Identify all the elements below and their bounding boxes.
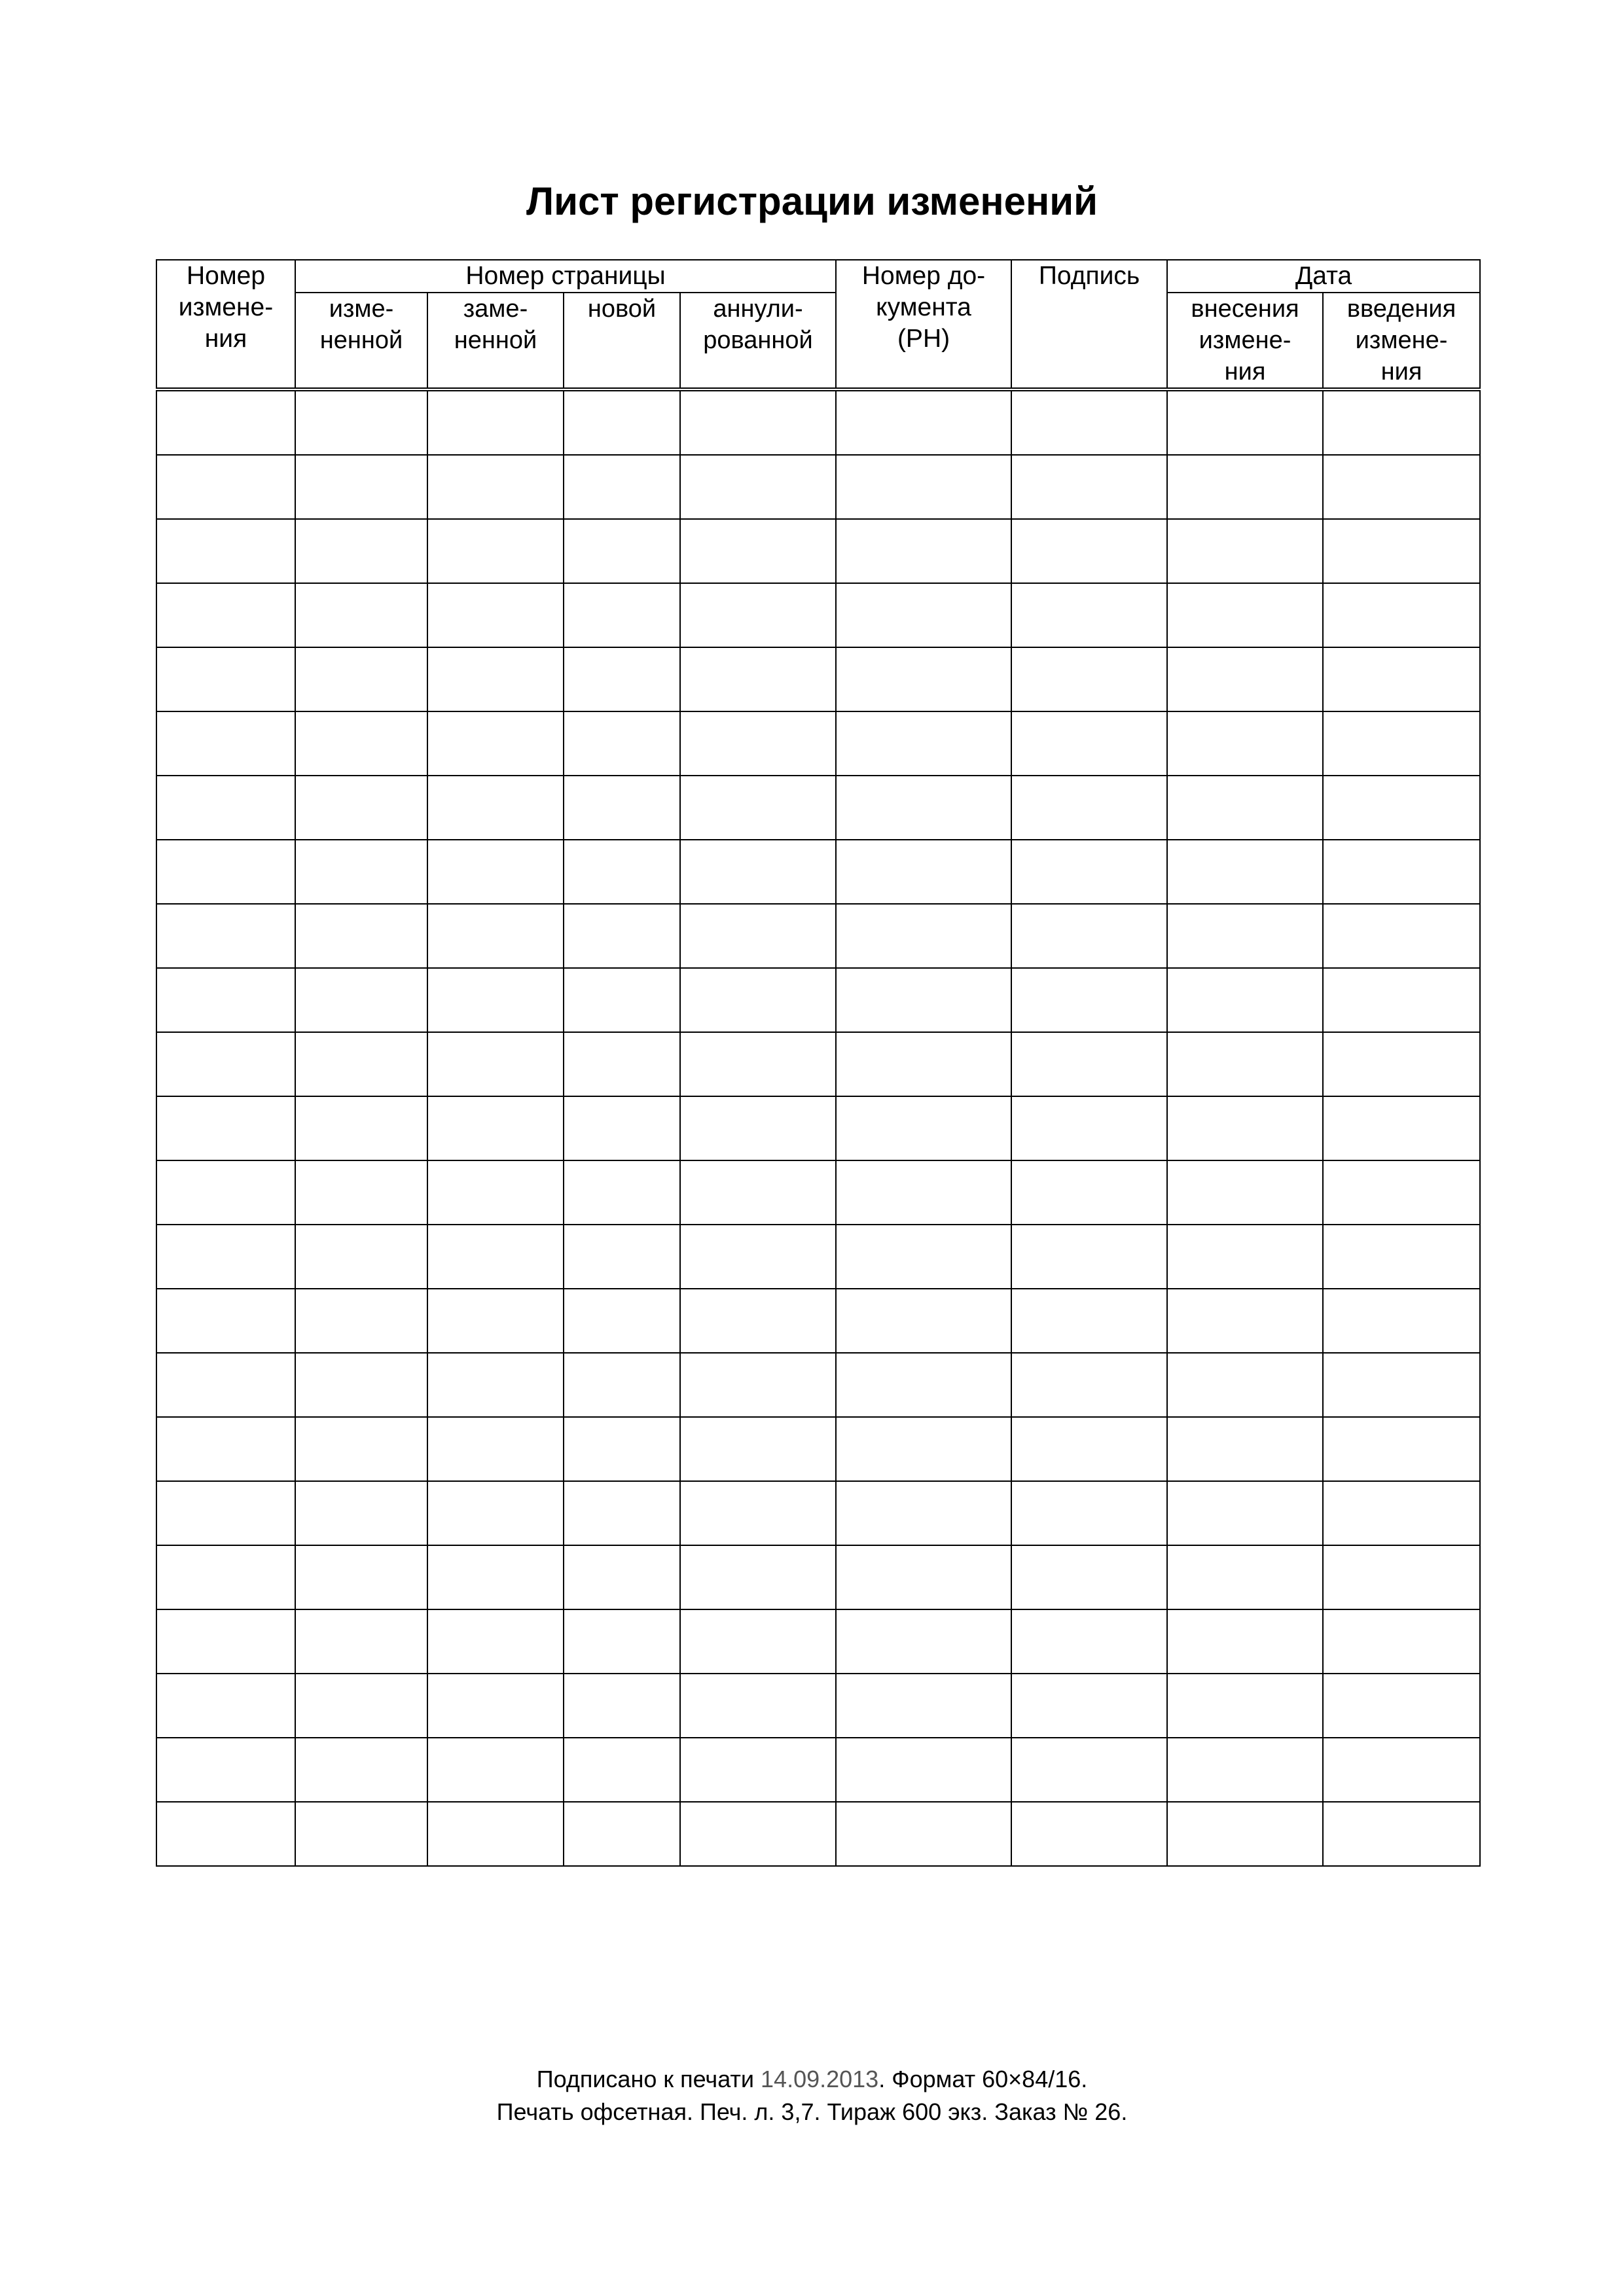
table-cell <box>427 1545 564 1609</box>
table-cell <box>1011 1545 1167 1609</box>
table-cell <box>1011 1609 1167 1674</box>
table-cell <box>836 583 1011 647</box>
header-date-group <box>1167 260 1480 293</box>
table-cell <box>564 1032 680 1096</box>
table-cell <box>295 1738 427 1802</box>
table-cell <box>564 1481 680 1545</box>
table-cell <box>680 840 836 904</box>
table-cell <box>1323 1353 1480 1417</box>
table-cell <box>156 1738 295 1802</box>
table-cell <box>1011 1225 1167 1289</box>
table-cell <box>427 1738 564 1802</box>
table-cell <box>156 519 295 583</box>
table-cell <box>680 1545 836 1609</box>
table-cell <box>295 840 427 904</box>
table-cell <box>427 1802 564 1866</box>
table-cell <box>564 1545 680 1609</box>
table-cell <box>295 1225 427 1289</box>
table-cell <box>427 904 564 968</box>
table-cell <box>295 1609 427 1674</box>
table-cell <box>156 1609 295 1674</box>
table-cell <box>836 1545 1011 1609</box>
table-cell <box>836 455 1011 519</box>
table-cell <box>836 1289 1011 1353</box>
table-cell <box>1167 1160 1323 1225</box>
table-row <box>156 1674 1480 1738</box>
table-cell <box>1167 1481 1323 1545</box>
table-cell <box>427 1417 564 1481</box>
table-cell <box>680 583 836 647</box>
table-cell <box>1011 840 1167 904</box>
imprint-date: 14.09.2013 <box>761 2066 879 2092</box>
table-cell <box>1167 583 1323 647</box>
table-cell <box>1167 1096 1323 1160</box>
header-date-introduced <box>1323 293 1480 389</box>
table-cell <box>427 1609 564 1674</box>
table-cell <box>295 1289 427 1353</box>
table-cell <box>156 1289 295 1353</box>
table-cell <box>427 711 564 776</box>
table-cell <box>1323 1545 1480 1609</box>
table-cell <box>564 1096 680 1160</box>
table-cell <box>1011 583 1167 647</box>
table-cell <box>1167 455 1323 519</box>
table-cell <box>295 1353 427 1417</box>
header-change-number-label: Номер измене- ния <box>178 262 274 353</box>
table-cell <box>156 389 295 455</box>
table-cell <box>680 389 836 455</box>
table-row <box>156 1032 1480 1096</box>
table-cell <box>1323 389 1480 455</box>
table-cell <box>1011 1289 1167 1353</box>
table-cell <box>680 455 836 519</box>
header-page-new-label: новой <box>587 295 657 323</box>
table-cell <box>1323 1225 1480 1289</box>
table-row <box>156 711 1480 776</box>
imprint-prefix: Подписано к печати <box>536 2066 761 2092</box>
table-cell <box>836 1802 1011 1866</box>
table-cell <box>1167 904 1323 968</box>
table-cell <box>564 968 680 1032</box>
imprint-footer <box>0 2063 1624 2128</box>
header-page-changed <box>295 293 427 389</box>
table-cell <box>1011 647 1167 711</box>
table-row <box>156 1545 1480 1609</box>
table-cell <box>1011 1160 1167 1225</box>
table-cell <box>1167 519 1323 583</box>
table-cell <box>836 1160 1011 1225</box>
table-cell <box>1011 1481 1167 1545</box>
table-cell <box>836 1032 1011 1096</box>
table-cell <box>564 711 680 776</box>
table-cell <box>564 647 680 711</box>
table-cell <box>427 647 564 711</box>
table-cell <box>1323 1289 1480 1353</box>
table-cell <box>1323 1802 1480 1866</box>
table-cell <box>156 1417 295 1481</box>
table-cell <box>1167 1032 1323 1096</box>
table-row <box>156 1096 1480 1160</box>
table-row <box>156 583 1480 647</box>
table-cell <box>1167 711 1323 776</box>
table-cell <box>680 1609 836 1674</box>
table-cell <box>1167 1674 1323 1738</box>
table-cell <box>295 711 427 776</box>
table-cell <box>1167 1289 1323 1353</box>
table-cell <box>1167 968 1323 1032</box>
change-registration-table <box>156 259 1481 1867</box>
table-cell <box>427 1353 564 1417</box>
table-cell <box>427 1160 564 1225</box>
table-cell <box>680 1353 836 1417</box>
table-cell <box>295 1096 427 1160</box>
table-cell <box>1011 968 1167 1032</box>
table-cell <box>427 840 564 904</box>
table-cell <box>1011 1353 1167 1417</box>
table-cell <box>680 776 836 840</box>
table-cell <box>295 776 427 840</box>
table-cell <box>1011 455 1167 519</box>
table-cell <box>156 1674 295 1738</box>
table-row <box>156 1802 1480 1866</box>
table-row <box>156 1225 1480 1289</box>
table-cell <box>1167 647 1323 711</box>
header-page-annulled <box>680 293 836 389</box>
table-cell <box>156 1545 295 1609</box>
table-cell <box>295 1032 427 1096</box>
table-row <box>156 904 1480 968</box>
table-cell <box>295 904 427 968</box>
table-cell <box>1167 1738 1323 1802</box>
table-cell <box>1011 711 1167 776</box>
table-cell <box>564 1353 680 1417</box>
table-cell <box>156 1096 295 1160</box>
table-cell <box>1323 711 1480 776</box>
table-cell <box>1323 1609 1480 1674</box>
table-cell <box>1323 840 1480 904</box>
table-cell <box>680 1738 836 1802</box>
table-cell <box>1323 1738 1480 1802</box>
table-cell <box>564 1802 680 1866</box>
table-cell <box>1167 1417 1323 1481</box>
table-cell <box>1011 1674 1167 1738</box>
header-page-annulled-label: аннули- рованной <box>703 295 813 354</box>
table-cell <box>295 1481 427 1545</box>
table-cell <box>836 1417 1011 1481</box>
table-cell <box>156 1481 295 1545</box>
table-cell <box>295 389 427 455</box>
table-cell <box>1011 1032 1167 1096</box>
table-cell <box>836 1096 1011 1160</box>
table-cell <box>295 968 427 1032</box>
table-cell <box>156 776 295 840</box>
table-cell <box>680 1096 836 1160</box>
table-cell <box>295 583 427 647</box>
table-cell <box>564 389 680 455</box>
table-cell <box>836 389 1011 455</box>
table-cell <box>680 968 836 1032</box>
table-cell <box>680 1289 836 1353</box>
table-cell <box>156 904 295 968</box>
table-row <box>156 1417 1480 1481</box>
header-date-entered <box>1167 293 1323 389</box>
header-page-replaced <box>427 293 564 389</box>
table-row <box>156 1481 1480 1545</box>
table-cell <box>295 1802 427 1866</box>
table-cell <box>427 776 564 840</box>
table-cell <box>564 776 680 840</box>
table-cell <box>1323 1481 1480 1545</box>
table-cell <box>564 1738 680 1802</box>
table-cell <box>564 840 680 904</box>
table-cell <box>427 389 564 455</box>
table-cell <box>836 1225 1011 1289</box>
header-page-replaced-label: заме- ненной <box>454 295 537 354</box>
table-cell <box>156 711 295 776</box>
table-cell <box>427 1674 564 1738</box>
table-cell <box>836 1353 1011 1417</box>
table-cell <box>427 1032 564 1096</box>
header-signature <box>1011 260 1167 389</box>
table-cell <box>1323 519 1480 583</box>
header-document-number <box>836 260 1011 389</box>
table-cell <box>295 1545 427 1609</box>
table-cell <box>156 583 295 647</box>
imprint-line-1 <box>0 2063 1624 2096</box>
table-cell <box>427 968 564 1032</box>
table-cell <box>1167 1609 1323 1674</box>
table-cell <box>1323 1096 1480 1160</box>
table-cell <box>680 647 836 711</box>
table-cell <box>1167 840 1323 904</box>
table-cell <box>564 1417 680 1481</box>
table-cell <box>680 1225 836 1289</box>
table-cell <box>1323 1417 1480 1481</box>
table-cell <box>1167 1802 1323 1866</box>
page-title: Лист регистрации изменений <box>526 179 1098 223</box>
table-cell <box>1323 1674 1480 1738</box>
table-cell <box>1323 1160 1480 1225</box>
table-cell <box>156 1225 295 1289</box>
table-cell <box>1167 776 1323 840</box>
header-change-number <box>156 260 295 389</box>
table-cell <box>1323 904 1480 968</box>
table-cell <box>680 1481 836 1545</box>
table-cell <box>156 1032 295 1096</box>
table-cell <box>836 968 1011 1032</box>
table-row <box>156 840 1480 904</box>
table-row <box>156 519 1480 583</box>
table-cell <box>1167 1353 1323 1417</box>
table-cell <box>1323 1032 1480 1096</box>
table-row <box>156 776 1480 840</box>
imprint-line-2: Печать офсетная. Печ. л. 3,7. Тираж 600 экз. Заказ № 26. <box>496 2098 1128 2125</box>
table-cell <box>1011 389 1167 455</box>
table-cell <box>1323 455 1480 519</box>
table-cell <box>680 519 836 583</box>
table-row <box>156 968 1480 1032</box>
table-cell <box>427 1225 564 1289</box>
table-cell <box>836 840 1011 904</box>
table-cell <box>564 519 680 583</box>
table-cell <box>1011 776 1167 840</box>
table-row <box>156 647 1480 711</box>
table-cell <box>836 711 1011 776</box>
table-cell <box>680 1417 836 1481</box>
table-cell <box>156 455 295 519</box>
table-cell <box>564 1160 680 1225</box>
imprint-format: . Формат 60×84/16. <box>878 2066 1088 2092</box>
header-page-number-label: Номер страницы <box>465 262 666 290</box>
header-page-new <box>564 293 680 389</box>
table-cell <box>295 1674 427 1738</box>
table-cell <box>156 1353 295 1417</box>
table-cell <box>564 904 680 968</box>
table-cell <box>680 1032 836 1096</box>
table-cell <box>1011 1738 1167 1802</box>
table-cell <box>156 647 295 711</box>
table-cell <box>156 1802 295 1866</box>
table-row <box>156 1160 1480 1225</box>
table-cell <box>1011 1096 1167 1160</box>
table-cell <box>564 583 680 647</box>
table-cell <box>1323 583 1480 647</box>
table-cell <box>836 776 1011 840</box>
table-cell <box>295 455 427 519</box>
table-cell <box>427 455 564 519</box>
table-cell <box>564 1225 680 1289</box>
table-cell <box>836 519 1011 583</box>
table-cell <box>156 840 295 904</box>
table-cell <box>836 647 1011 711</box>
table-cell <box>836 1674 1011 1738</box>
table-cell <box>295 1417 427 1481</box>
table-cell <box>427 519 564 583</box>
header-date-introduced-label: введения измене- ния <box>1346 295 1456 386</box>
table-cell <box>295 647 427 711</box>
table-row <box>156 1353 1480 1417</box>
table-cell <box>680 1160 836 1225</box>
table-cell <box>836 1609 1011 1674</box>
header-date-entered-label: внесения измене- ния <box>1191 295 1299 386</box>
table-cell <box>295 1160 427 1225</box>
table-cell <box>1323 776 1480 840</box>
table-cell <box>836 904 1011 968</box>
table-cell <box>564 1674 680 1738</box>
table-cell <box>427 1481 564 1545</box>
header-page-changed-label: изме- ненной <box>319 295 403 354</box>
table-cell <box>836 1481 1011 1545</box>
table-cell <box>1011 1417 1167 1481</box>
header-signature-label: Подпись <box>1038 262 1140 290</box>
table-row <box>156 1289 1480 1353</box>
table-cell <box>156 1160 295 1225</box>
table-row <box>156 455 1480 519</box>
header-document-number-label: Номер до- кумента (РН) <box>861 262 986 353</box>
table-row <box>156 1738 1480 1802</box>
table-cell <box>427 583 564 647</box>
table-cell <box>156 968 295 1032</box>
header-page-number-group <box>295 260 836 293</box>
table-cell <box>1323 968 1480 1032</box>
table-row <box>156 389 1480 455</box>
table-cell <box>836 1738 1011 1802</box>
table-cell <box>427 1096 564 1160</box>
table-cell <box>564 455 680 519</box>
table-cell <box>1323 647 1480 711</box>
table-cell <box>295 519 427 583</box>
table-cell <box>1167 1545 1323 1609</box>
header-date-label: Дата <box>1295 262 1352 290</box>
table-cell <box>564 1609 680 1674</box>
table-cell <box>1011 1802 1167 1866</box>
table-cell <box>1167 389 1323 455</box>
table-cell <box>680 711 836 776</box>
table-cell <box>1011 904 1167 968</box>
table-cell <box>680 904 836 968</box>
table-cell <box>680 1802 836 1866</box>
table-cell <box>1167 1225 1323 1289</box>
table-row <box>156 1609 1480 1674</box>
table-cell <box>564 1289 680 1353</box>
table-cell <box>427 1289 564 1353</box>
table-cell <box>680 1674 836 1738</box>
table-cell <box>1011 519 1167 583</box>
